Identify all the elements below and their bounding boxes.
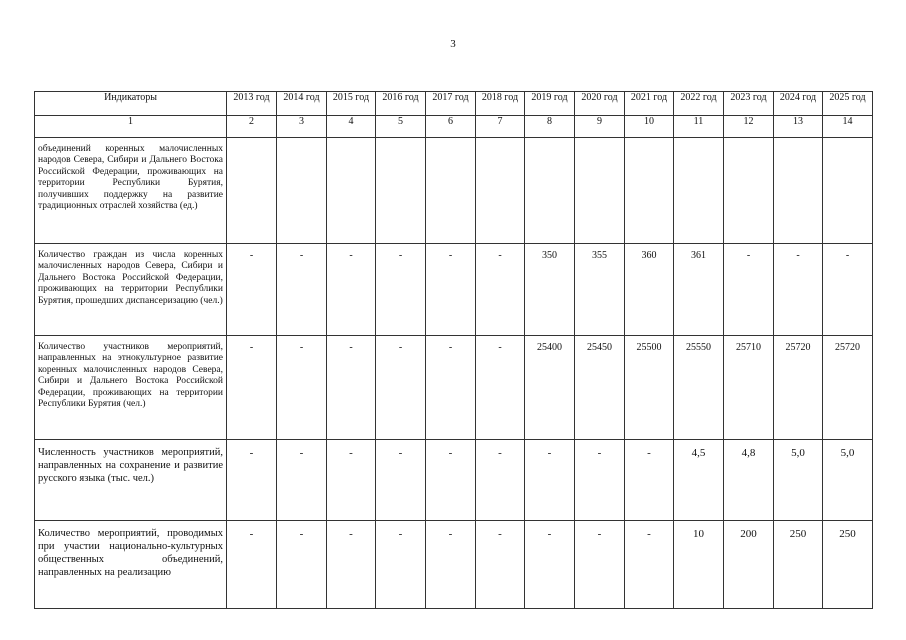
value-cell: - [327, 440, 376, 521]
value-cell: - [376, 440, 426, 521]
column-number: 7 [476, 116, 525, 138]
value-cell: - [426, 244, 476, 336]
value-cell: - [327, 336, 376, 440]
column-number: 11 [674, 116, 724, 138]
value-cell: - [277, 244, 327, 336]
value-cell: - [376, 336, 426, 440]
table-row [35, 244, 873, 336]
value-cell [227, 138, 277, 244]
value-cell: 361 [674, 244, 724, 336]
value-cell: - [426, 440, 476, 521]
value-cell [426, 138, 476, 244]
value-cell [774, 138, 823, 244]
value-cell [674, 138, 724, 244]
value-cell: - [476, 244, 525, 336]
table-row [35, 440, 873, 521]
column-number: 5 [376, 116, 426, 138]
value-cell: 350 [525, 244, 575, 336]
indicator-cell: Количество граждан из числа коренных малочисленных народов Севера, Сибири и Дальнего Востока Российской Федерации, проживающих на территории Республики Бурятия, прошедших диспансеризацию (чел.) [35, 244, 227, 336]
value-cell [476, 138, 525, 244]
column-number: 3 [277, 116, 327, 138]
value-cell: - [575, 521, 625, 609]
value-cell [525, 138, 575, 244]
column-number: 13 [774, 116, 823, 138]
value-cell: - [227, 440, 277, 521]
value-cell: 25550 [674, 336, 724, 440]
value-cell: 25400 [525, 336, 575, 440]
header-year: 2025 год [823, 92, 873, 116]
value-cell: 5,0 [774, 440, 823, 521]
value-cell: - [823, 244, 873, 336]
page-number: 3 [450, 38, 456, 50]
value-cell: 360 [625, 244, 674, 336]
value-cell: 4,8 [724, 440, 774, 521]
indicator-cell: Количество участников мероприятий, направленных на этнокультурное развитие коренных малочисленных народов Севера, Сибири и Дальнего Востока Российской Федерации, проживающих на территории Республики Бурятия (чел.) [35, 336, 227, 440]
value-cell: - [774, 244, 823, 336]
column-number: 1 [35, 116, 227, 138]
value-cell [575, 138, 625, 244]
header-year: 2020 год [575, 92, 625, 116]
value-cell: 10 [674, 521, 724, 609]
value-cell: - [327, 244, 376, 336]
value-cell [376, 138, 426, 244]
value-cell: 25720 [774, 336, 823, 440]
header-year: 2013 год [227, 92, 277, 116]
value-cell: - [525, 440, 575, 521]
value-cell [823, 138, 873, 244]
value-cell [327, 138, 376, 244]
header-year: 2016 год [376, 92, 426, 116]
header-row [35, 92, 873, 116]
header-year: 2022 год [674, 92, 724, 116]
value-cell: 355 [575, 244, 625, 336]
table-row [35, 336, 873, 440]
value-cell: - [426, 336, 476, 440]
value-cell: - [426, 521, 476, 609]
table-row [35, 521, 873, 609]
value-cell: - [277, 440, 327, 521]
indicator-cell: объединений коренных малочисленных народов Севера, Сибири и Дальнего Востока Российской Федерации, проживающих на территории Республики Бурятия, получивших поддержку на развитие традиционных отраслей хозяйства (ед.) [35, 138, 227, 244]
table-row [35, 138, 873, 244]
value-cell: - [625, 521, 674, 609]
value-cell: 25450 [575, 336, 625, 440]
value-cell: 200 [724, 521, 774, 609]
value-cell: - [227, 244, 277, 336]
value-cell: 25500 [625, 336, 674, 440]
header-year: 2024 год [774, 92, 823, 116]
value-cell: - [277, 336, 327, 440]
column-number: 6 [426, 116, 476, 138]
value-cell [724, 138, 774, 244]
value-cell: 25720 [823, 336, 873, 440]
header-indicators: Индикаторы [35, 92, 227, 116]
value-cell: - [227, 336, 277, 440]
value-cell: - [376, 521, 426, 609]
header-year: 2014 год [277, 92, 327, 116]
header-year: 2017 год [426, 92, 476, 116]
header-year: 2023 год [724, 92, 774, 116]
header-year: 2015 год [327, 92, 376, 116]
value-cell: - [277, 521, 327, 609]
value-cell: - [476, 440, 525, 521]
column-number: 9 [575, 116, 625, 138]
column-number: 4 [327, 116, 376, 138]
value-cell: - [376, 244, 426, 336]
value-cell [625, 138, 674, 244]
header-year: 2019 год [525, 92, 575, 116]
indicators-table [34, 91, 873, 609]
value-cell: 5,0 [823, 440, 873, 521]
value-cell: - [724, 244, 774, 336]
value-cell: 250 [774, 521, 823, 609]
value-cell: - [227, 521, 277, 609]
header-year: 2021 год [625, 92, 674, 116]
indicator-cell: Количество мероприятий, проводимых при участии национально-культурных общественных объединений, направленных на реализацию [35, 521, 227, 609]
header-year: 2018 год [476, 92, 525, 116]
value-cell: - [575, 440, 625, 521]
column-number: 2 [227, 116, 277, 138]
value-cell [277, 138, 327, 244]
value-cell: - [327, 521, 376, 609]
column-number: 8 [525, 116, 575, 138]
column-number: 14 [823, 116, 873, 138]
column-number-row [35, 116, 873, 138]
column-number: 10 [625, 116, 674, 138]
value-cell: 250 [823, 521, 873, 609]
value-cell: - [525, 521, 575, 609]
indicator-cell: Численность участников мероприятий, направленных на сохранение и развитие русского языка (тыс. чел.) [35, 440, 227, 521]
value-cell: - [625, 440, 674, 521]
value-cell: 25710 [724, 336, 774, 440]
value-cell: - [476, 521, 525, 609]
value-cell: - [476, 336, 525, 440]
value-cell: 4,5 [674, 440, 724, 521]
column-number: 12 [724, 116, 774, 138]
